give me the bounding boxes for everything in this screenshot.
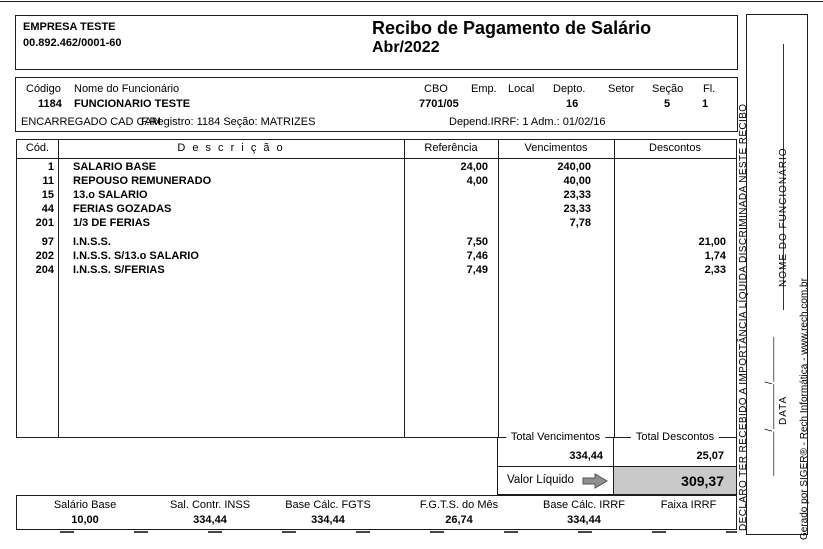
secao-value: 5 — [664, 98, 671, 110]
table-row — [17, 217, 736, 231]
fl-label: Fl. — [703, 83, 716, 95]
footer-value: 334,44 — [567, 514, 601, 526]
total-descontos-label: Total Descontos — [631, 431, 719, 444]
row-description: FERIAS GOZADAS — [73, 203, 172, 215]
employee-name-label: Nome do Funcionário — [74, 83, 180, 95]
row-reference: 7,46 — [466, 250, 488, 262]
col-descontos-header: Descontos — [649, 142, 701, 154]
row-earning: 23,33 — [563, 189, 591, 201]
row-deduction: 1,74 — [704, 250, 726, 262]
row-code: 44 — [41, 203, 54, 215]
footer-label: Salário Base — [53, 499, 117, 511]
row-description: I.N.S.S. — [73, 236, 111, 248]
total-descontos-cell — [613, 431, 737, 467]
footer-value: 334,44 — [311, 514, 345, 526]
footer-cell — [17, 496, 153, 529]
employee-code: 1184 — [38, 98, 62, 110]
footer-cell — [639, 496, 738, 529]
footer-cell — [153, 496, 267, 529]
footer-summary-box — [16, 495, 737, 530]
row-reference: 24,00 — [460, 161, 488, 173]
row-deduction: 21,00 — [698, 236, 726, 248]
row-deduction: 2,33 — [704, 264, 726, 276]
employee-role: ENCARREGADO CAD CAM — [21, 116, 161, 128]
company-header-box — [15, 15, 738, 70]
row-description: REPOUSO REMUNERADO — [73, 175, 212, 187]
arrow-right-icon — [582, 473, 608, 489]
total-descontos-value: 25,07 — [696, 450, 724, 462]
earnings-table — [16, 139, 737, 438]
table-row — [17, 161, 736, 175]
row-code: 15 — [41, 189, 54, 201]
col-cod-header: Cód. — [25, 142, 50, 154]
row-reference: 7,49 — [466, 264, 488, 276]
total-vencimentos-cell — [497, 431, 613, 467]
col-vencimentos-header: Vencimentos — [524, 142, 588, 154]
row-code: 201 — [35, 217, 54, 229]
date-label: DATA — [778, 395, 789, 425]
top-rule — [0, 1, 823, 2]
setor-label: Setor — [608, 83, 635, 95]
date-line: ________/________/________ — [764, 336, 775, 476]
irrf-info: Depend.IRRF: 1 Adm.: 01/02/16 — [449, 116, 606, 128]
row-earning: 240,00 — [557, 161, 591, 173]
row-earning: 23,33 — [563, 203, 591, 215]
cbo-value: 7701/05 — [419, 98, 459, 110]
table-row — [17, 236, 736, 250]
fl-value: 1 — [702, 98, 709, 110]
footer-label: Faixa IRRF — [660, 499, 717, 511]
valor-liquido-value: 309,37 — [681, 473, 724, 489]
footer-value: 26,74 — [445, 514, 473, 526]
company-cnpj: 00.892.462/0001-60 — [23, 37, 122, 49]
footer-label: F.G.T.S. do Mês — [419, 499, 499, 511]
table-row — [17, 264, 736, 278]
footer-label: Base Cálc. IRRF — [543, 499, 625, 511]
depto-label: Depto. — [553, 83, 586, 95]
employee-name-label: NOME DO FUNCIONÁRIO — [778, 147, 789, 287]
employee-code-label: Código — [26, 83, 61, 95]
footer-value: 334,44 — [193, 514, 227, 526]
footer-cell — [389, 496, 529, 529]
row-reference: 7,50 — [466, 236, 488, 248]
total-vencimentos-value: 334,44 — [569, 450, 603, 462]
row-code: 97 — [41, 236, 54, 248]
row-description: 13.o SALARIO — [73, 189, 148, 201]
row-code: 11 — [42, 175, 54, 187]
detail-rows — [17, 161, 736, 278]
local-label: Local — [508, 83, 535, 95]
row-description: 1/3 DE FERIAS — [73, 217, 151, 229]
footer-label: Base Cálc. FGTS — [285, 499, 371, 511]
row-earning: 40,00 — [563, 175, 591, 187]
table-row — [17, 175, 736, 189]
row-code: 1 — [47, 161, 54, 173]
table-row — [17, 250, 736, 264]
col-descricao-header: D e s c r i ç ã o — [177, 142, 285, 154]
table-row — [17, 189, 736, 203]
row-description: SALARIO BASE — [73, 161, 157, 173]
valor-liquido-label-cell — [497, 467, 613, 495]
receipt-period: Abr/2022 — [372, 39, 440, 56]
employee-name: FUNCIONARIO TESTE — [74, 98, 191, 110]
footer-value: 10,00 — [71, 514, 99, 526]
table-row — [17, 203, 736, 217]
declaration-text: DECLARO TER RECEBIDO A IMPORTÂNCIA LÍQUIDA DISCRIMINADA NESTE RECIBO — [738, 103, 749, 531]
registration-info: F.Registro: 1184 Seção: MATRIZES — [141, 116, 316, 128]
perforation-ticks — [16, 531, 737, 533]
company-name: EMPRESA TESTE — [23, 21, 116, 33]
receipt-title: Recibo de Pagamento de Salário — [372, 18, 652, 38]
row-description: I.N.S.S. S/13.o SALARIO — [73, 250, 199, 262]
footer-cell — [529, 496, 639, 529]
row-reference: 4,00 — [466, 175, 488, 187]
row-description: I.N.S.S. S/FERIAS — [73, 264, 165, 276]
depto-value: 16 — [566, 98, 579, 110]
total-vencimentos-label: Total Vencimentos — [506, 431, 605, 444]
table-header-rule — [17, 158, 736, 159]
emp-label: Emp. — [471, 83, 497, 95]
row-code: 202 — [35, 250, 54, 262]
valor-liquido-label: Valor Líquido — [507, 474, 574, 486]
row-earning: 7,78 — [569, 217, 591, 229]
credit-text: Gerado por SIGER® - Rech Informática - www.rech.com.br — [799, 278, 810, 540]
footer-label: Sal. Contr. INSS — [169, 499, 251, 511]
cbo-label: CBO — [424, 83, 448, 95]
employee-info-box — [15, 77, 738, 132]
footer-cell — [267, 496, 389, 529]
row-code: 204 — [35, 264, 54, 276]
valor-liquido-value-cell — [613, 467, 737, 495]
col-referencia-header: Referência — [424, 142, 478, 154]
secao-label: Seção — [652, 83, 684, 95]
